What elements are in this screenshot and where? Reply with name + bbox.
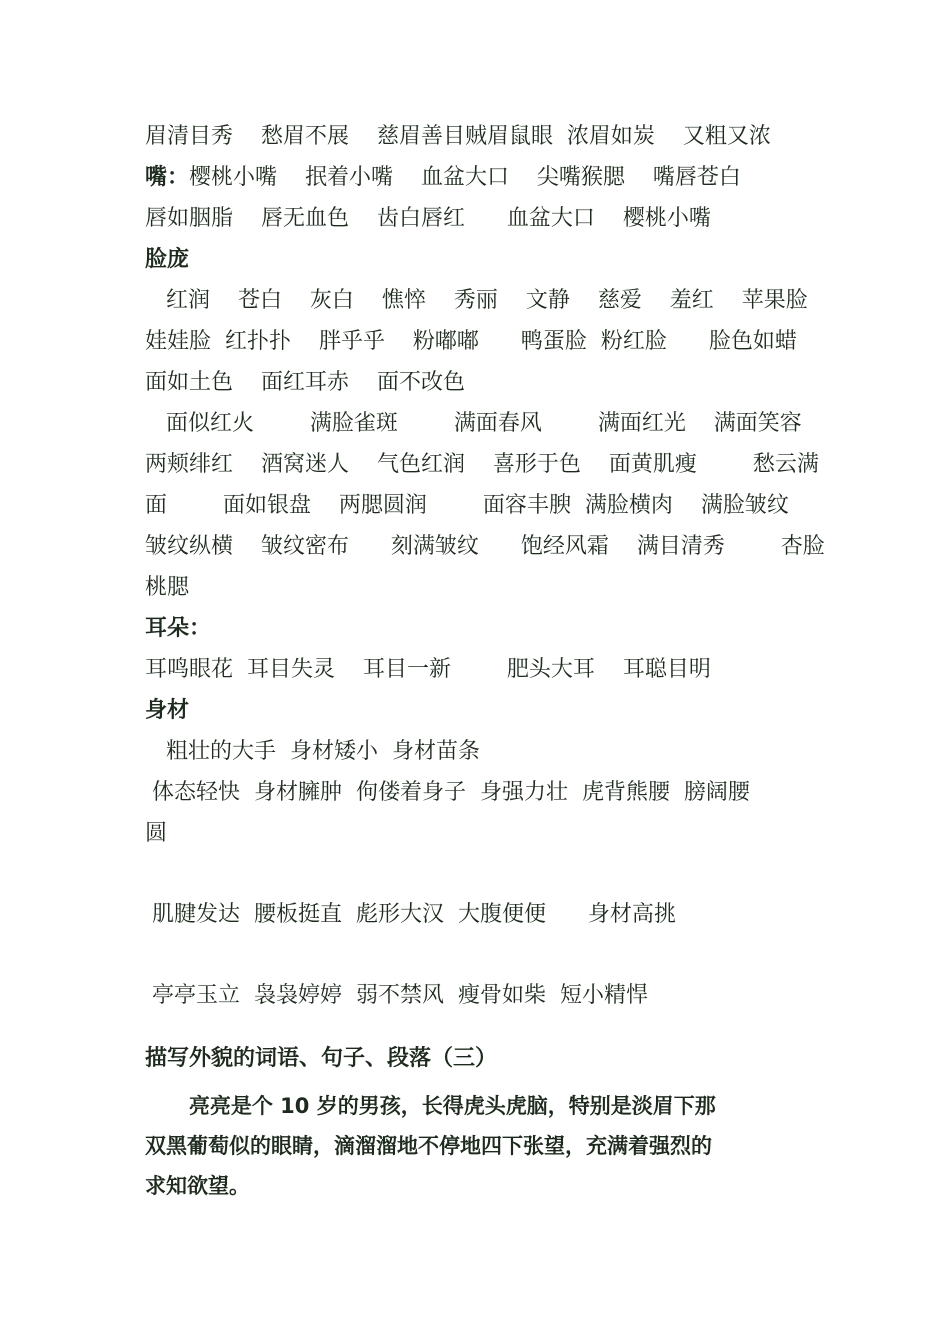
paragraph-line-2: 双黑葡萄似的眼睛，滴溜溜地不停地四下张望，充满着强烈的 <box>145 1134 712 1158</box>
mouth-words: 樱桃小嘴 抿着小嘴 血盆大口 尖嘴猴腮 嘴唇苍白 <box>189 165 741 190</box>
body-words-line-4: 肌腱发达 腰板挺直 彪形大汉 大腹便便 身材高挑 <box>145 902 676 927</box>
face-words-line-7: 皱纹纵横 皱纹密布 刻满皱纹 饱经风霜 满目清秀 杏脸 <box>145 534 825 559</box>
ear-words-line: 耳鸣眼花 耳目失灵 耳目一新 肥头大耳 耳聪目明 <box>145 657 711 682</box>
eyebrow-words-line: 眉清目秀 愁眉不展 慈眉善目贼眉鼠眼 浓眉如炭 又粗又浓 <box>145 124 771 149</box>
face-words-line-3: 面如土色 面红耳赤 面不改色 <box>145 370 465 395</box>
body-words-line-5: 亭亭玉立 袅袅婷婷 弱不禁风 瘦骨如柴 短小精悍 <box>145 983 648 1008</box>
ear-heading: 耳朵： <box>145 616 212 641</box>
paragraph-line-1: 亮亮是个 10 岁的男孩，长得虎头虎脑，特别是淡眉下那 <box>145 1094 716 1118</box>
paragraph-line-3: 求知欲望。 <box>145 1174 250 1198</box>
face-words-line-8: 桃腮 <box>145 575 190 600</box>
face-words-line-6: 面 面如银盘 两腮圆润 面容丰腴 满脸横肉 满脸皱纹 <box>145 493 789 518</box>
face-words-line-5: 两颊绯红 酒窝迷人 气色红润 喜形于色 面黄肌瘦 愁云满 <box>145 452 819 477</box>
body-words-line-3: 圆 <box>145 821 168 846</box>
section-heading: 描写外貌的词语、句子、段落（三） <box>145 1046 498 1071</box>
mouth-label: 嘴： <box>145 165 190 190</box>
face-words-line-1: 红润 苍白 灰白 憔悴 秀丽 文静 慈爱 羞红 苹果脸 <box>145 288 808 313</box>
example-paragraph <box>145 1086 805 1206</box>
face-words-line-2: 娃娃脸 红扑扑 胖乎乎 粉嘟嘟 鸭蛋脸 粉红脸 脸色如蜡 <box>145 329 797 354</box>
body-words-line-1: 粗壮的大手 身材矮小 身材苗条 <box>145 739 480 764</box>
face-heading: 脸庞 <box>145 247 190 272</box>
body-heading: 身材 <box>145 698 190 723</box>
mouth-words-line <box>145 163 741 193</box>
face-words-line-4: 面似红火 满脸雀斑 满面春风 满面红光 满面笑容 <box>145 411 802 436</box>
lip-words-line: 唇如胭脂 唇无血色 齿白唇红 血盆大口 樱桃小嘴 <box>145 206 711 231</box>
body-words-line-2: 体态轻快 身材臃肿 佝偻着身子 身强力壮 虎背熊腰 膀阔腰 <box>145 780 750 805</box>
